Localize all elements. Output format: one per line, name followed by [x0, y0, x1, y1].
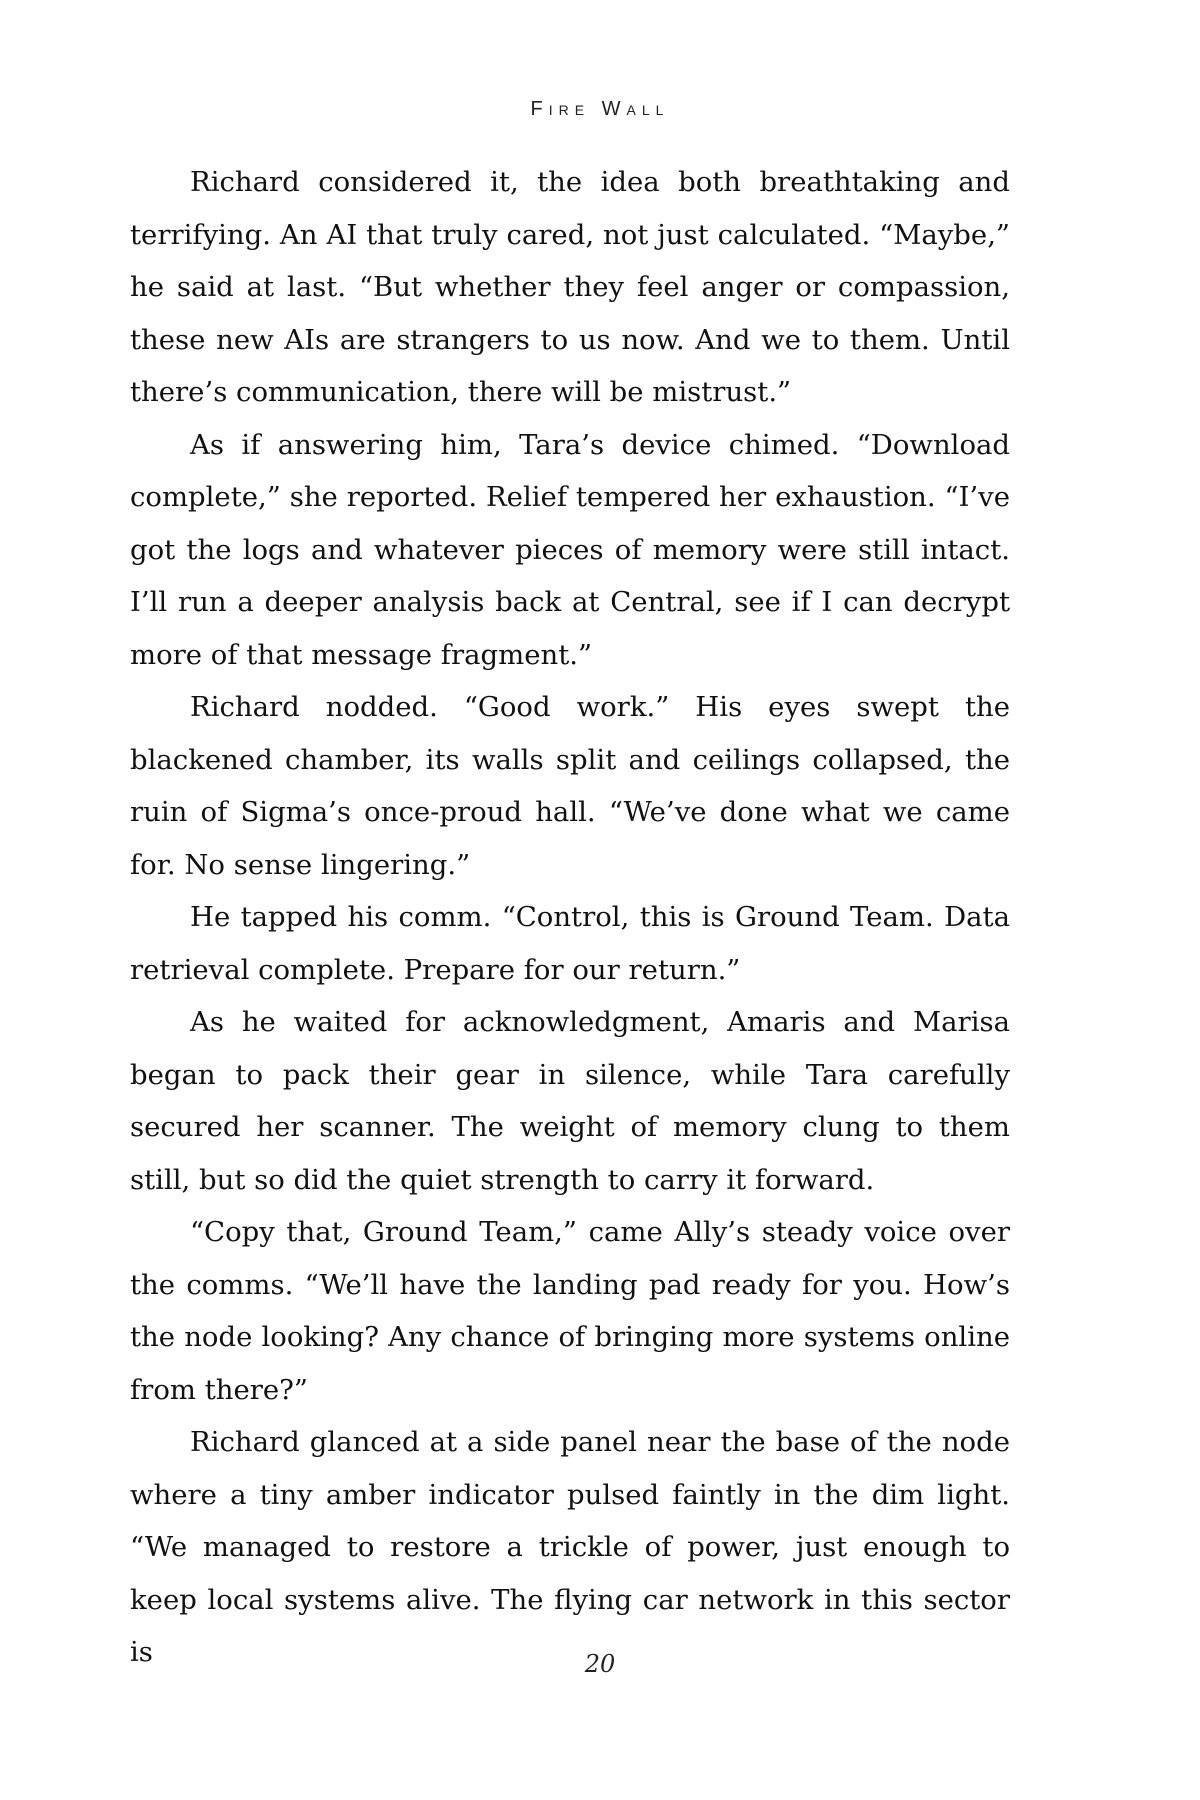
paragraph: He tapped his comm. “Control, this is Ground Team. Data retrieval complete. Prepare for our return.”	[130, 901, 1010, 986]
page-number: 20	[584, 1650, 616, 1678]
paragraph: Richard glanced at a side panel near the base of the node where a tiny amber indicator pulsed faintly in the dim light. “We managed to restore a trickle of power, just enough to keep local systems alive. The flying car network in this sector is	[130, 1426, 1010, 1668]
paragraph: “Copy that, Ground Team,” came Ally’s steady voice over the comms. “We’ll have the landing pad ready for you. How’s the node looking? Any chance of bringing more systems online from there?”	[130, 1216, 1010, 1406]
paragraph: As he waited for acknowledgment, Amaris and Marisa began to pack their gear in silence, while Tara carefully secured her scanner. The weight of memory clung to them still, but so did the quiet strength to carry it forward.	[130, 1006, 1010, 1196]
paragraph: As if answering him, Tara’s device chimed. “Download complete,” she reported. Relief tempered her exhaustion. “I’ve got the logs and whatever pieces of memory were still intact. I’ll run a deeper analysis back at Central, see if I can decrypt more of that message fragment.”	[130, 428, 1010, 671]
paragraph: Richard nodded. “Good work.” His eyes swept the blackened chamber, its walls split and ceilings collapsed, the ruin of Sigma’s once-proud hall. “We’ve done what we came for. No sense lingering.”	[130, 691, 1010, 881]
body-text	[130, 156, 1010, 1679]
running-head: Fire Wall	[530, 98, 670, 120]
paragraph: Richard considered it, the idea both breathtaking and terrifying. An AI that truly cared, not just calculated. “Maybe,” he said at last. “But whether they feel anger or compassion, these new AIs are strangers to us now. And we to them. Until there’s communication, there will be mistrust.”	[130, 166, 1010, 408]
